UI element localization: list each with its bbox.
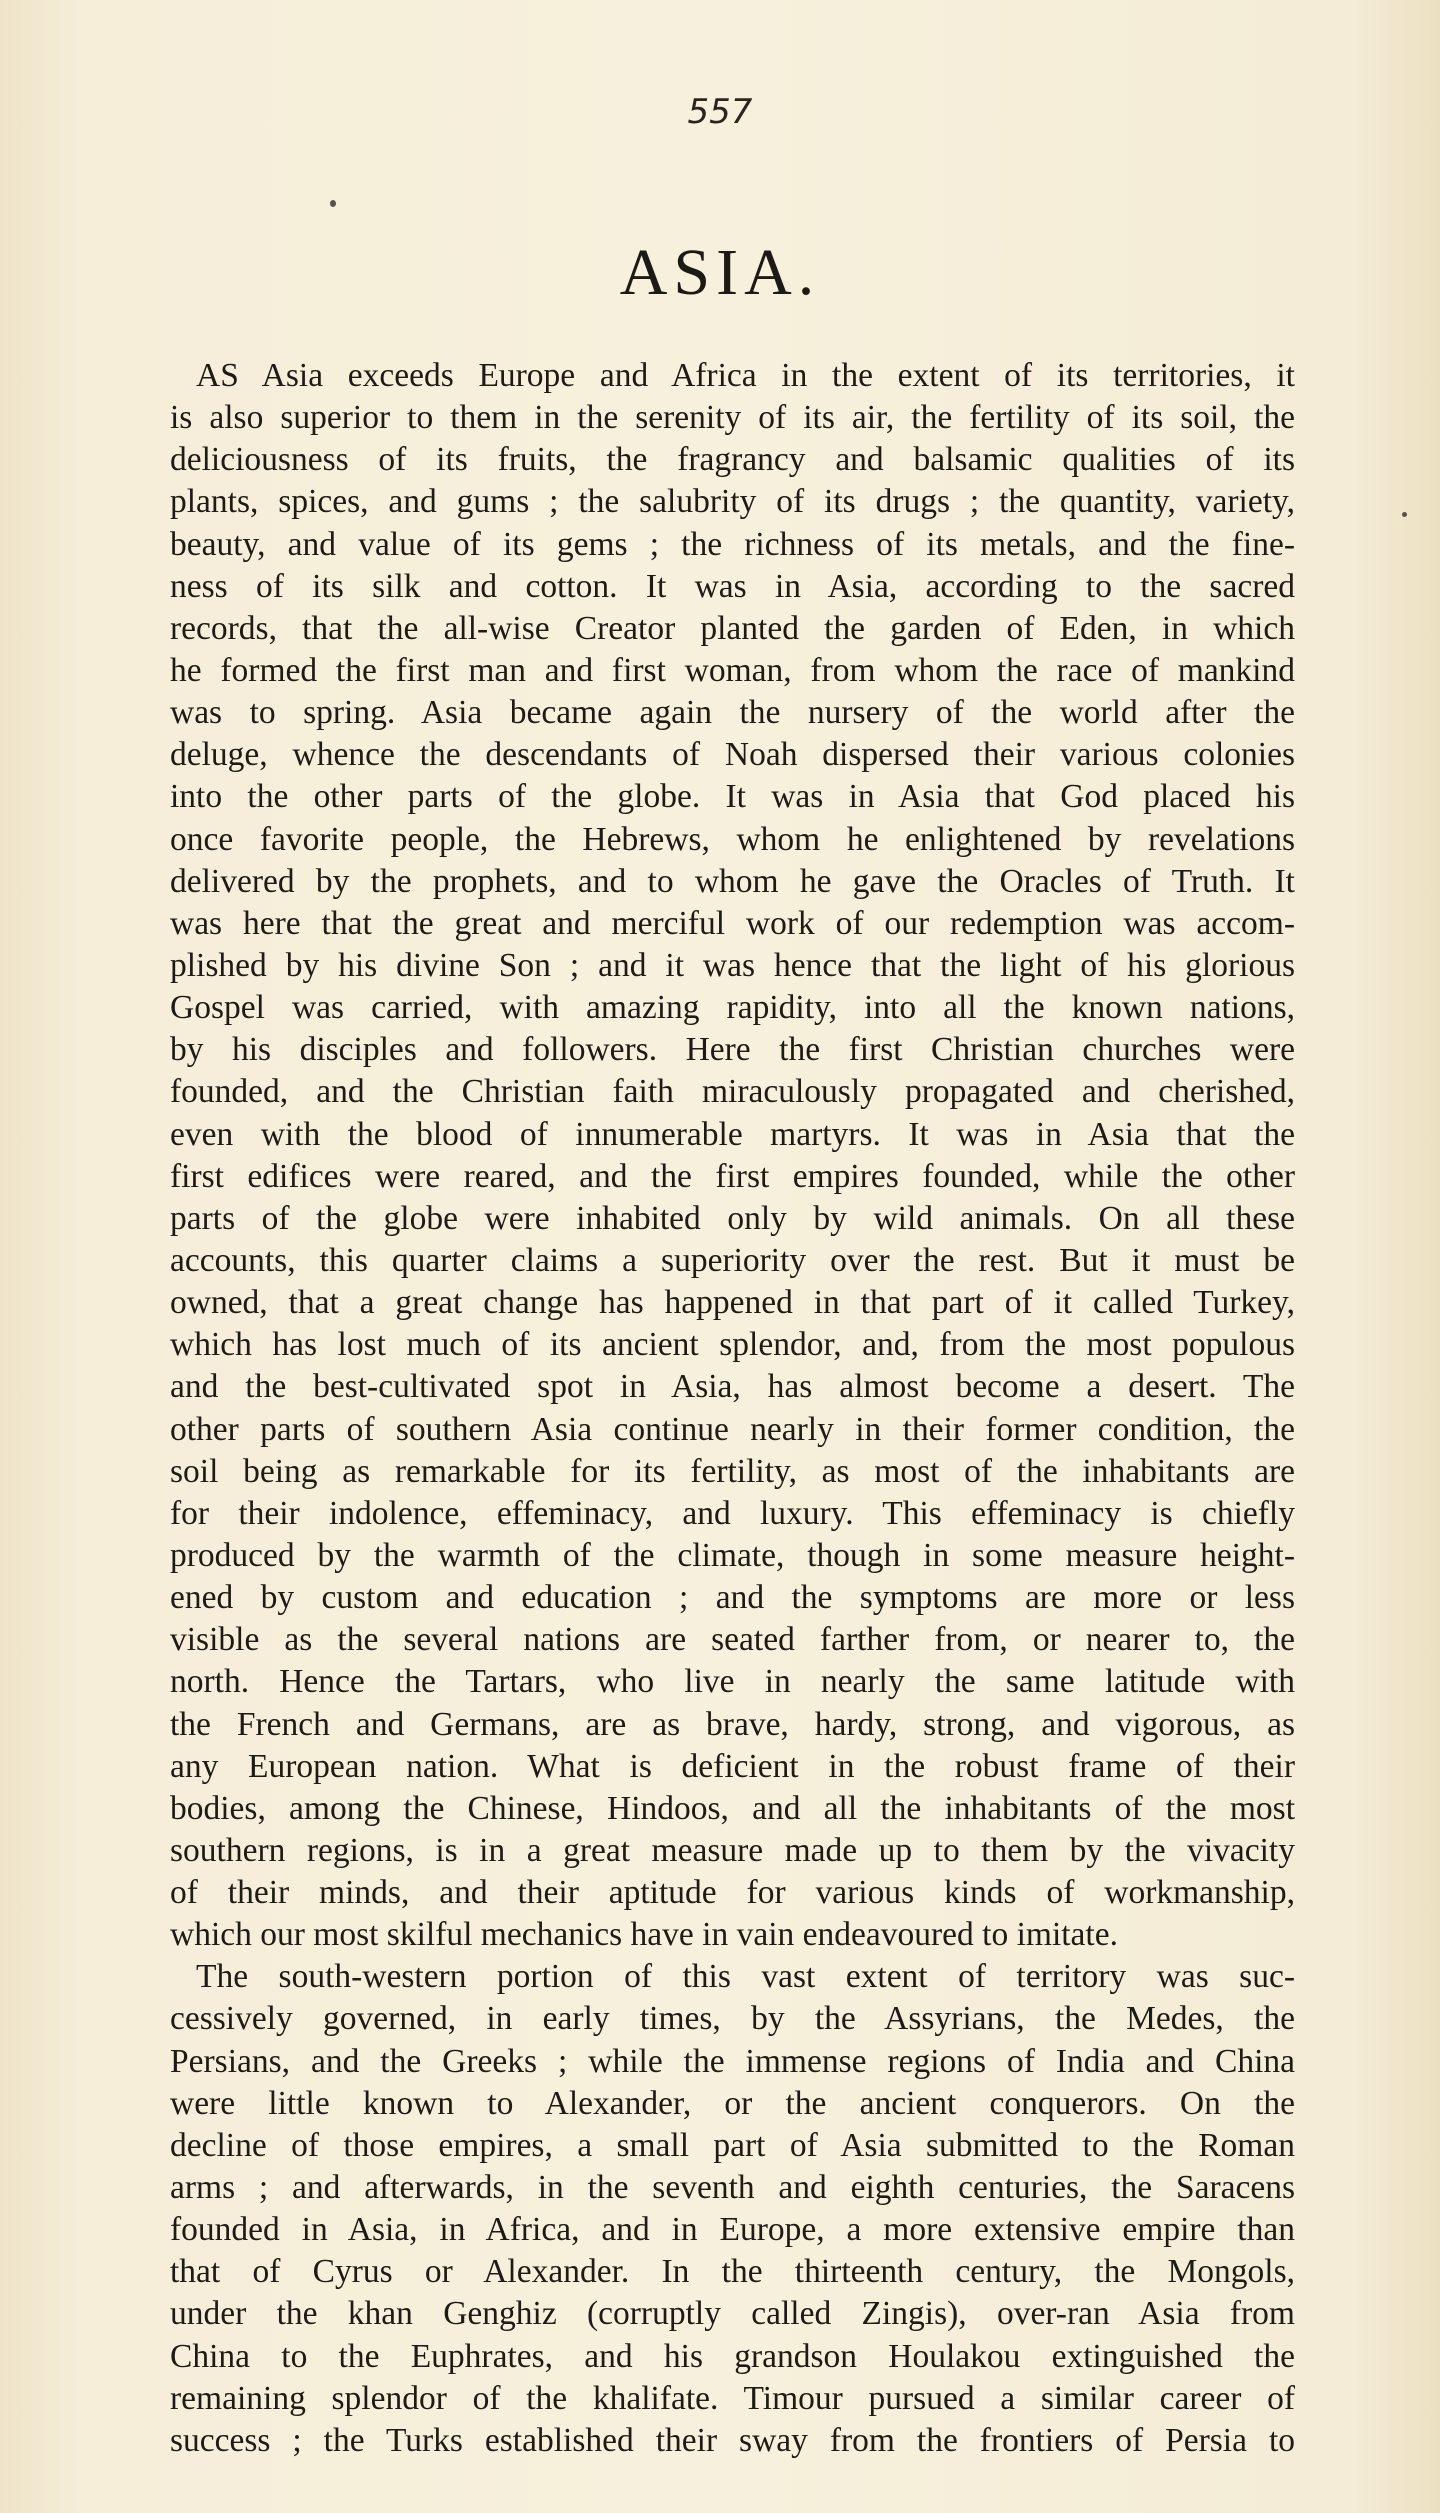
text-line: was here that the great and merciful work of our redemption was accom- <box>170 904 1295 942</box>
text-line: Gospel was carried, with amazing rapidity, into all the known nations, <box>170 989 1295 1027</box>
text-line: founded in Asia, in Africa, and in Europe, a more extensive empire than <box>170 2211 1295 2249</box>
text-line: remaining splendor of the khalifate. Timour pursued a similar career of <box>170 2379 1295 2417</box>
text-line: AS Asia exceeds Europe and Africa in the extent of its territories, it <box>196 357 1295 394</box>
text-line: plished by his divine Son ; and it was hence that the light of his glorious <box>170 946 1295 984</box>
text-line: cessively governed, in early times, by the Assyrians, the Medes, the <box>170 2000 1295 2038</box>
text-line: the French and Germans, are as brave, hardy, strong, and vigorous, as <box>170 1705 1295 1743</box>
text-line: other parts of southern Asia continue nearly in their former condition, the <box>170 1410 1295 1448</box>
text-line: any European nation. What is deficient in the robust frame of their <box>170 1747 1295 1785</box>
text-line: records, that the all-wise Creator planted the garden of Eden, in which <box>170 609 1295 647</box>
text-line: which has lost much of its ancient splendor, and, from the most populous <box>170 1326 1295 1364</box>
body-text <box>170 355 1295 2462</box>
text-line: visible as the several nations are seated farther from, or nearer to, the <box>170 1621 1295 1659</box>
text-line: by his disciples and followers. Here the first Christian churches were <box>170 1031 1295 1069</box>
text-line: founded, and the Christian faith miraculously propagated and cherished, <box>170 1073 1295 1111</box>
text-line: under the khan Genghiz (corruptly called Zingis), over-ran Asia from <box>170 2295 1295 2333</box>
text-line: China to the Euphrates, and his grandson Houlakou extinguished the <box>170 2337 1295 2375</box>
text-line: arms ; and afterwards, in the seventh and eighth centuries, the Saracens <box>170 2169 1295 2207</box>
text-line: into the other parts of the globe. It was in Asia that God placed his <box>170 778 1295 816</box>
text-line: even with the blood of innumerable martyrs. It was in Asia that the <box>170 1115 1295 1153</box>
text-line: of their minds, and their aptitude for various kinds of workmanship, <box>170 1874 1295 1912</box>
page-number: 557 <box>687 92 753 132</box>
text-line: bodies, among the Chinese, Hindoos, and all the inhabitants of the most <box>170 1789 1295 1827</box>
text-line: delivered by the prophets, and to whom he gave the Oracles of Truth. It <box>170 862 1295 900</box>
ink-speck <box>1402 512 1407 517</box>
text-line: parts of the globe were inhabited only by wild animals. On all these <box>170 1199 1295 1237</box>
text-line: ened by custom and education ; and the symptoms are more or less <box>170 1579 1295 1617</box>
text-line: that of Cyrus or Alexander. In the thirteenth century, the Mongols, <box>170 2253 1295 2291</box>
text-line: and the best-cultivated spot in Asia, has almost become a desert. The <box>170 1368 1295 1406</box>
text-line: produced by the warmth of the climate, though in some measure height- <box>170 1536 1295 1574</box>
text-line: which our most skilful mechanics have in vain endeavoured to imitate. <box>170 1916 1118 1954</box>
text-line: once favorite people, the Hebrews, whom he enlightened by revelations <box>170 820 1295 858</box>
text-line: accounts, this quarter claims a superiority over the rest. But it must be <box>170 1241 1295 1279</box>
text-line: north. Hence the Tartars, who live in nearly the same latitude with <box>170 1663 1295 1701</box>
text-line: is also superior to them in the serenity of its air, the fertility of its soil, the <box>170 399 1295 437</box>
text-line: southern regions, is in a great measure made up to them by the vivacity <box>170 1831 1295 1869</box>
text-line: success ; the Turks established their sway from the frontiers of Persia to <box>170 2421 1295 2459</box>
text-line: The south-western portion of this vast extent of territory was suc- <box>196 1958 1295 1996</box>
chapter-title: ASIA. <box>619 236 821 309</box>
text-line: decline of those empires, a small part of Asia submitted to the Roman <box>170 2126 1295 2164</box>
text-line: ness of its silk and cotton. It was in Asia, according to the sacred <box>170 567 1295 605</box>
text-line: beauty, and value of its gems ; the richness of its metals, and the fine- <box>170 525 1295 563</box>
text-line: he formed the first man and first woman, from whom the race of mankind <box>170 651 1295 689</box>
text-line: plants, spices, and gums ; the salubrity of its drugs ; the quantity, variety, <box>170 483 1295 521</box>
ink-speck <box>330 200 336 207</box>
text-line: deluge, whence the descendants of Noah dispersed their various colonies <box>170 736 1295 774</box>
text-line: deliciousness of its fruits, the fragrancy and balsamic qualities of its <box>170 441 1295 479</box>
text-line: owned, that a great change has happened in that part of it called Turkey, <box>170 1284 1295 1322</box>
text-line: was to spring. Asia became again the nursery of the world after the <box>170 694 1295 732</box>
text-line: first edifices were reared, and the first empires founded, while the other <box>170 1157 1295 1195</box>
text-line: soil being as remarkable for its fertility, as most of the inhabitants are <box>170 1452 1295 1490</box>
text-line: were little known to Alexander, or the ancient conquerors. On the <box>170 2084 1295 2122</box>
text-line: for their indolence, effeminacy, and luxury. This effeminacy is chiefly <box>170 1494 1295 1532</box>
text-line: Persians, and the Greeks ; while the immense regions of India and China <box>170 2042 1295 2080</box>
